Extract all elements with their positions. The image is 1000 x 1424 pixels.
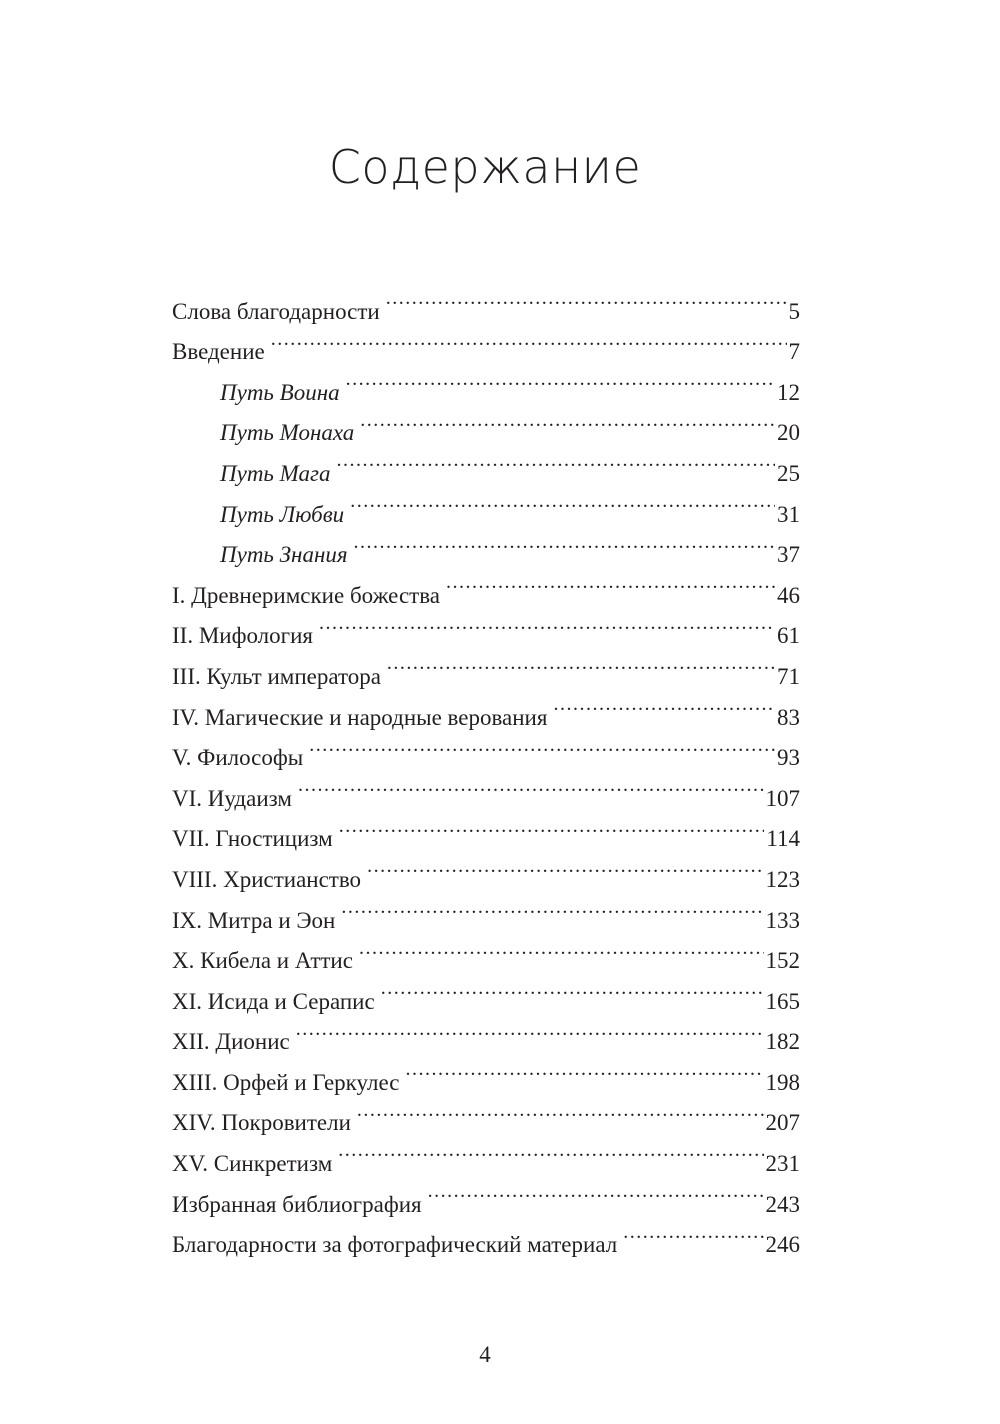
toc-entry-page-number: 243	[765, 1191, 800, 1217]
dot-leader	[319, 603, 775, 644]
toc-entry-page-number: 107	[765, 785, 800, 811]
toc-entry-label: IX. Митра и Эон	[172, 907, 336, 933]
toc-entry-label: Путь Мага	[220, 460, 331, 486]
toc-entry-label: XI. Исида и Серапис	[172, 988, 375, 1014]
toc-entry-label: IV. Магические и народные верования	[172, 704, 548, 730]
toc-entry-label: Путь Любви	[220, 501, 345, 527]
dot-leader	[350, 481, 775, 522]
toc-entry-label: XII. Дионис	[172, 1029, 290, 1055]
dot-leader	[271, 319, 787, 360]
dot-leader	[309, 725, 775, 766]
toc-entry-label: VIII. Христианство	[172, 866, 362, 892]
toc-entry-page-number: 246	[765, 1232, 800, 1258]
dot-leader	[346, 359, 775, 400]
toc-entry-page-number: 83	[777, 704, 800, 730]
dot-leader	[354, 522, 775, 563]
toc-entry-label: X. Кибела и Аттис	[172, 948, 353, 974]
toc-entry-page-number: 182	[765, 1029, 800, 1055]
dot-leader	[357, 1090, 764, 1131]
toc-entry-label: Слова благодарности	[172, 298, 380, 324]
page-number: 4	[479, 1342, 491, 1367]
toc-entry-page-number: 123	[765, 866, 800, 892]
toc-entry-label: Благодарности за фотографический материал	[172, 1232, 618, 1258]
page-title: Содержание	[328, 140, 642, 194]
toc-entry-page-number: 231	[765, 1151, 800, 1177]
toc-entry-page-number: 25	[777, 460, 800, 486]
toc-entry-page-number: 20	[777, 420, 800, 446]
dot-leader	[381, 968, 764, 1009]
toc-entry-label: Введение	[172, 339, 265, 365]
toc-entry-label: XV. Синкретизм	[172, 1151, 333, 1177]
toc-entry-label: XIV. Покровители	[172, 1110, 351, 1136]
dot-leader	[386, 278, 787, 319]
table-of-contents	[172, 278, 800, 1258]
toc-entry-page-number: 198	[765, 1069, 800, 1095]
toc-entry-page-number: 12	[777, 379, 800, 405]
dot-leader	[341, 887, 763, 928]
dot-leader	[367, 846, 763, 887]
toc-entry-page-number: 71	[777, 663, 800, 689]
toc-entry-label: XIII. Орфей и Геркулес	[172, 1069, 400, 1095]
toc-entry-label: Избранная библиография	[172, 1191, 422, 1217]
dot-leader	[359, 928, 764, 969]
toc-entry-page-number: 37	[777, 542, 800, 568]
dot-leader	[553, 684, 775, 725]
dot-leader	[623, 1212, 763, 1253]
dot-leader	[298, 765, 764, 806]
toc-entry-page-number: 165	[765, 988, 800, 1014]
toc-entry-page-number: 114	[766, 826, 800, 852]
dot-leader	[387, 643, 775, 684]
toc-entry-page-number: 46	[777, 582, 800, 608]
dot-leader	[336, 440, 775, 481]
toc-entry[interactable]	[172, 278, 800, 324]
toc-entry-page-number: 61	[777, 623, 800, 649]
toc-entry-label: I. Древнеримские божества	[172, 582, 440, 608]
dot-leader	[339, 806, 765, 847]
toc-entry-label: Путь Знания	[220, 542, 348, 568]
dot-leader	[446, 562, 775, 603]
toc-entry-label: II. Мифология	[172, 623, 313, 649]
dot-leader	[405, 1049, 763, 1090]
toc-entry-page-number: 207	[765, 1110, 800, 1136]
toc-entry-page-number: 7	[788, 339, 800, 365]
toc-entry-label: V. Философы	[172, 745, 304, 771]
toc-entry-page-number: 93	[777, 745, 800, 771]
toc-entry-label: Путь Монаха	[220, 420, 355, 446]
toc-entry-label: Путь Воина	[220, 379, 340, 405]
toc-subentry[interactable]	[172, 359, 800, 405]
dot-leader	[428, 1171, 764, 1212]
dot-leader	[338, 1130, 763, 1171]
toc-entry-page-number: 133	[765, 907, 800, 933]
dot-leader	[360, 400, 775, 441]
toc-entry-page-number: 5	[788, 298, 800, 324]
toc-entry-label: VII. Гностицизм	[172, 826, 333, 852]
toc-entry-page-number: 31	[777, 501, 800, 527]
toc-entry-page-number: 152	[765, 948, 800, 974]
toc-entry-label: VI. Иудаизм	[172, 785, 292, 811]
dot-leader	[296, 1009, 764, 1050]
toc-entry-label: III. Культ императора	[172, 663, 381, 689]
